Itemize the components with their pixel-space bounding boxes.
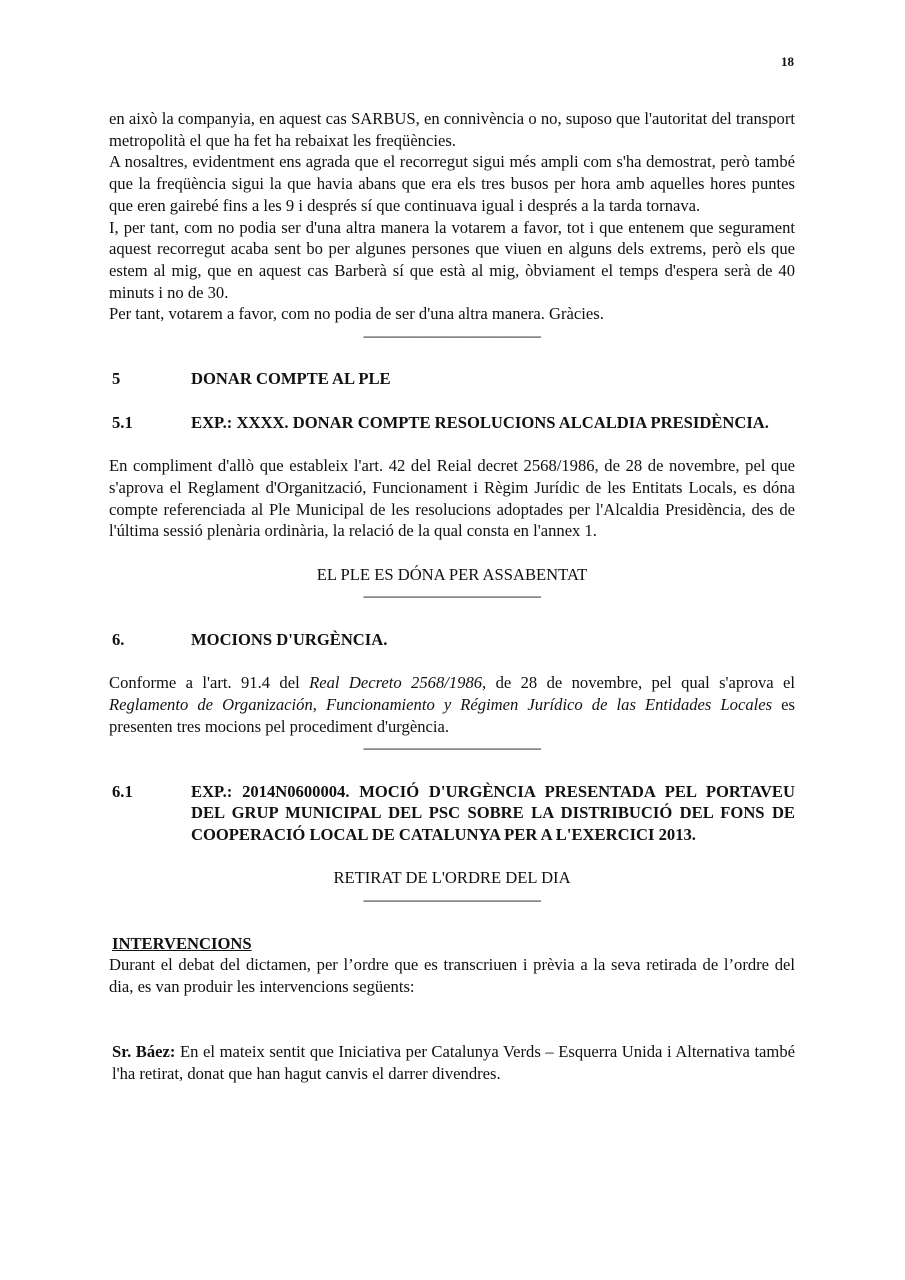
- separator-3: ———————————: [363, 738, 541, 758]
- section-5-1-heading: [109, 412, 795, 434]
- interventions-intro: Durant el debat del dictamen, per l’ordre que es transcriuen i prèvia a la seva retirada de l’ordre del dia, es van produir les intervencions següents:: [109, 955, 795, 996]
- intro-paragraph-2: A nosaltres, evidentment ens agrada que el recorregut sigui més ampli com s'ha demostrat, però també que la freqüència sigui la que havia abans que era els tres busos per hora amb aquelles hores puntes que eren gairebé fins a les 9 i després sí que continuava igual i després a la tarda tornava.: [109, 152, 795, 215]
- section-5-result: EL PLE ES DÓNA PER ASSABENTAT: [316, 564, 588, 584]
- section-6-title: MOCIONS D'URGÈNCIA.: [191, 629, 388, 649]
- speaker-speech: En el mateix sentit que Iniciativa per Catalunya Verds – Esquerra Unida i Alternativa també l'ha retirat, donat que han hagut canvis el darrer divendres.: [112, 1042, 795, 1083]
- separator-1: ———————————: [363, 326, 541, 346]
- separator-4: ———————————: [363, 890, 541, 910]
- section-6-body: [109, 672, 795, 737]
- section-6-body-part-1: Conforme a l'art. 91.4 del: [109, 673, 310, 693]
- section-6-1-title: EXP.: 2014N0600004. MOCIÓ D'URGÈNCIA PRESENTADA PEL PORTAVEU DEL GRUP MUNICIPAL DEL PSC SOBRE LA DISTRIBUCIÓ DEL FONS DE COOPERACIÓ LOCAL DE CATALUNYA PER A L'EXERCICI 2013.: [191, 781, 795, 845]
- section-5-title: DONAR COMPTE AL PLE: [191, 369, 391, 389]
- intro-paragraph-3: I, per tant, com no podia ser d'una altra manera la votarem a favor, tot i que entenem que segurament aquest recorregut acaba sent bo per algunes persones que viuen en alguns dels extrems, però els que estem al mig, que en aquest cas Barberà sí que està al mig, òbviament el temps d'espera serà de 40 minuts i no de 30.: [109, 217, 795, 302]
- section-5-body: En compliment d'allò que estableix l'art. 42 del Reial decret 2568/1986, de 28 de novembre, pel que s'aprova el Reglament d'Organització, Funcionament i Règim Jurídic de les Entitats Locals, es dóna compte referenciada al Ple Municipal de les resolucions adoptades per l'Alcaldia Presidència, des de l'última sessió plenària ordinària, la relació de la qual consta en l'annex 1.: [109, 456, 795, 541]
- intro-paragraph-4: Per tant, votarem a favor, com no podia de ser d'una altra manera. Gràcies.: [109, 304, 604, 324]
- section-6-1-heading: [109, 781, 795, 846]
- intervention-baez: [109, 1041, 795, 1084]
- section-6-1-result: RETIRAT DE L'ORDRE DEL DIA: [333, 868, 571, 888]
- section-5-heading: [109, 368, 795, 390]
- section-6-body-regulation: Reglamento de Organización, Funcionamiento y Régimen Jurídico de las Entidades Locales: [109, 694, 773, 714]
- document-body: [109, 108, 795, 1084]
- intro-paragraph-1: en això la companyia, en aquest cas SARBUS, en connivència o no, suposo que l'autoritat del transport metropolità el que ha fet ha rebaixat les freqüències.: [109, 109, 795, 150]
- separator-2: ———————————: [363, 586, 541, 606]
- section-5-number: 5: [112, 369, 121, 389]
- section-5-1-title: EXP.: XXXX. DONAR COMPTE RESOLUCIONS ALCALDIA PRESIDÈNCIA.: [191, 412, 769, 432]
- speaker-name: Sr. Báez:: [112, 1042, 176, 1062]
- interventions-title: INTERVENCIONS: [112, 933, 252, 953]
- section-6-heading: [109, 629, 795, 651]
- page-number: 18: [781, 54, 794, 69]
- section-6-body-part-2: de 28 de novembre, pel qual s'aprova el: [486, 673, 796, 693]
- section-6-number: 6.: [112, 629, 125, 649]
- section-6-1-number: 6.1: [112, 781, 133, 801]
- section-6-body-part-3: es presenten tres mocions pel procediment d'urgència.: [109, 694, 795, 736]
- section-5-1-number: 5.1: [112, 412, 133, 432]
- section-6-body-decree: Real Decreto 2568/1986,: [309, 673, 487, 693]
